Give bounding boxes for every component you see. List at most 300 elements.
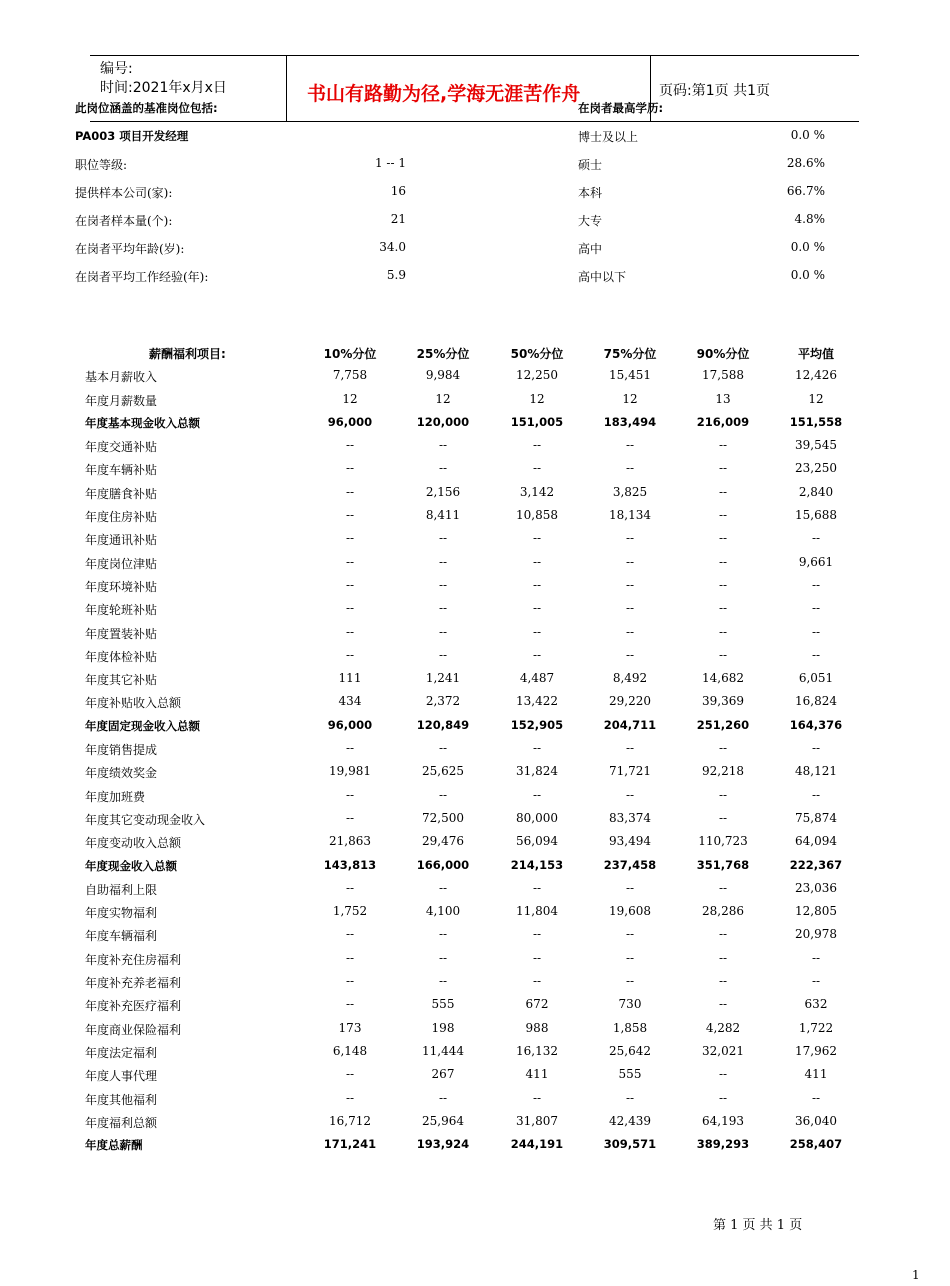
- row-value: 1,722: [798, 1020, 834, 1035]
- table-header-p25: 25%分位: [416, 347, 470, 361]
- table-row: [75, 457, 875, 480]
- row-label: 年度法定福利: [85, 1045, 158, 1060]
- row-value: --: [532, 438, 542, 453]
- education-label: 高中: [578, 242, 603, 256]
- row-value: --: [438, 461, 448, 476]
- table-row: [75, 1063, 875, 1086]
- info-row-3: [75, 212, 835, 226]
- row-value: --: [625, 741, 635, 756]
- row-value: 164,376: [789, 717, 843, 732]
- row-value: --: [438, 531, 448, 546]
- row-value: 237,458: [603, 857, 657, 872]
- row-value: --: [345, 484, 355, 499]
- education-label: 大专: [578, 214, 603, 228]
- row-value: 20,978: [795, 927, 837, 942]
- row-value: 72,500: [422, 810, 464, 825]
- row-value: --: [811, 647, 821, 662]
- row-value: --: [811, 601, 821, 616]
- field-value: 16: [390, 184, 406, 198]
- page-number-label: 页码:第1页 共1页: [659, 83, 770, 99]
- row-value: 83,374: [609, 810, 651, 825]
- info-row-5: [75, 268, 835, 282]
- row-value: --: [345, 880, 355, 895]
- table-row: [75, 714, 875, 737]
- row-value: 632: [804, 997, 828, 1012]
- row-value: 18,134: [609, 508, 651, 523]
- row-value: --: [811, 950, 821, 965]
- table-row: [75, 690, 875, 713]
- row-value: 4,100: [425, 904, 461, 919]
- education-label: 博士及以上: [578, 130, 639, 144]
- table-row: [75, 854, 875, 877]
- row-value: 204,711: [603, 717, 657, 732]
- row-label: 年度固定现金收入总额: [85, 718, 200, 733]
- row-value: --: [438, 624, 448, 639]
- row-value: --: [718, 787, 728, 802]
- row-value: 2,372: [425, 694, 461, 709]
- table-row: [75, 1110, 875, 1133]
- row-value: 1,752: [332, 904, 368, 919]
- row-value: 16,824: [795, 694, 837, 709]
- row-value: --: [718, 624, 728, 639]
- row-value: 258,407: [789, 1137, 843, 1152]
- row-value: --: [532, 787, 542, 802]
- row-value: --: [811, 974, 821, 989]
- row-value: --: [438, 554, 448, 569]
- row-label: 年度变动收入总额: [85, 836, 182, 851]
- row-value: --: [345, 508, 355, 523]
- row-value: --: [625, 554, 635, 569]
- row-value: 96,000: [327, 717, 373, 732]
- row-value: 21,863: [329, 834, 371, 849]
- table-row: [75, 877, 875, 900]
- row-value: --: [625, 461, 635, 476]
- row-value: --: [625, 577, 635, 592]
- row-value: --: [718, 554, 728, 569]
- row-value: 434: [338, 694, 362, 709]
- row-value: 25,625: [422, 764, 464, 779]
- table-row: [75, 504, 875, 527]
- compensation-table: [75, 341, 875, 1156]
- row-label: 年度补充医疗福利: [85, 999, 182, 1014]
- row-label: 年度绩效奖金: [85, 766, 158, 781]
- row-value: --: [718, 531, 728, 546]
- row-value: --: [718, 880, 728, 895]
- row-label: 基本月薪收入: [85, 370, 158, 385]
- row-label: 年度置装补贴: [85, 626, 158, 641]
- row-value: 8,492: [612, 671, 648, 686]
- education-value: 66.7%: [786, 184, 825, 198]
- row-value: --: [625, 787, 635, 802]
- row-value: 64,193: [702, 1113, 744, 1128]
- row-value: 12: [529, 391, 545, 406]
- table-header-mean: 平均值: [797, 347, 834, 361]
- row-value: --: [532, 880, 542, 895]
- row-value: 12: [342, 391, 358, 406]
- row-value: --: [438, 950, 448, 965]
- row-value: --: [718, 741, 728, 756]
- table-row: [75, 434, 875, 457]
- table-row: [75, 574, 875, 597]
- row-value: 111: [338, 671, 362, 686]
- row-value: --: [532, 741, 542, 756]
- table-row: [75, 784, 875, 807]
- row-value: 39,545: [795, 438, 837, 453]
- row-value: 23,250: [795, 461, 837, 476]
- row-value: 11,804: [516, 904, 558, 919]
- row-value: --: [345, 531, 355, 546]
- row-value: 12: [622, 391, 638, 406]
- row-label: 年度基本现金收入总额: [85, 415, 200, 430]
- row-value: --: [438, 880, 448, 895]
- row-value: 80,000: [516, 810, 558, 825]
- row-value: --: [718, 461, 728, 476]
- table-header-p50: 50%分位: [510, 347, 564, 361]
- row-value: 389,293: [696, 1137, 750, 1152]
- row-value: 222,367: [789, 857, 843, 872]
- row-value: 198: [431, 1020, 455, 1035]
- doc-time-label: 时间:2021年x月x日: [100, 80, 227, 96]
- row-value: 2,156: [425, 484, 461, 499]
- row-value: --: [438, 647, 448, 662]
- table-row: [75, 760, 875, 783]
- row-label: 年度补充住房福利: [85, 952, 182, 967]
- row-value: --: [625, 624, 635, 639]
- row-value: 1,858: [612, 1020, 648, 1035]
- row-value: --: [438, 927, 448, 942]
- row-value: 173: [338, 1020, 362, 1035]
- row-value: 120,000: [416, 414, 470, 429]
- info-row-1: [75, 156, 835, 170]
- row-value: 12: [435, 391, 451, 406]
- row-value: 193,924: [416, 1137, 470, 1152]
- row-label: 年度加班费: [85, 789, 146, 804]
- education-label: 硕士: [578, 158, 603, 172]
- row-label: 年度总薪酬: [85, 1138, 143, 1153]
- row-value: --: [811, 741, 821, 756]
- row-label: 年度其他福利: [85, 1092, 158, 1107]
- row-value: 29,220: [609, 694, 651, 709]
- row-label: 年度商业保险福利: [85, 1022, 182, 1037]
- header-divider-left: [286, 55, 287, 121]
- row-label: 年度住房补贴: [85, 510, 158, 525]
- row-value: 555: [618, 1067, 642, 1082]
- table-row: [75, 900, 875, 923]
- row-label: 年度实物福利: [85, 906, 158, 921]
- row-value: 16,132: [516, 1043, 558, 1058]
- table-row: [75, 923, 875, 946]
- row-label: 年度岗位津贴: [85, 556, 158, 571]
- row-value: --: [718, 577, 728, 592]
- education-value: 0.0 %: [790, 240, 825, 254]
- row-value: 309,571: [603, 1137, 657, 1152]
- row-value: 13,422: [516, 694, 558, 709]
- info-row-education-0: [75, 128, 835, 142]
- row-value: --: [811, 1090, 821, 1105]
- row-value: 120,849: [416, 717, 470, 732]
- education-label: 高中以下: [578, 270, 627, 284]
- row-label: 年度通讯补贴: [85, 533, 158, 548]
- row-value: 214,153: [510, 857, 564, 872]
- row-label: 年度其它变动现金收入: [85, 812, 206, 827]
- table-row: [75, 1040, 875, 1063]
- row-value: 730: [618, 997, 642, 1012]
- row-label: 年度销售提成: [85, 743, 158, 758]
- row-value: --: [532, 647, 542, 662]
- row-value: --: [811, 577, 821, 592]
- field-label: 提供样本公司(家):: [75, 186, 173, 200]
- row-value: --: [718, 950, 728, 965]
- row-value: --: [718, 927, 728, 942]
- row-value: --: [811, 624, 821, 639]
- row-value: --: [718, 484, 728, 499]
- row-value: --: [345, 438, 355, 453]
- field-value: 1 -- 1: [374, 156, 406, 170]
- row-value: 31,824: [516, 764, 558, 779]
- row-value: --: [345, 997, 355, 1012]
- position-code-title: PA003 项目开发经理: [75, 129, 189, 143]
- row-value: --: [438, 741, 448, 756]
- row-label: 年度环境补贴: [85, 579, 158, 594]
- header-top-rule: [90, 55, 859, 56]
- row-value: --: [718, 974, 728, 989]
- field-label: 在岗者样本量(个):: [75, 214, 173, 228]
- row-value: --: [345, 1090, 355, 1105]
- doc-code-label: 编号:: [100, 61, 133, 77]
- table-row: [75, 527, 875, 550]
- row-value: 71,721: [609, 764, 651, 779]
- row-value: 411: [525, 1067, 549, 1082]
- row-value: 9,984: [425, 368, 461, 383]
- row-value: 17,588: [702, 368, 744, 383]
- row-value: --: [718, 997, 728, 1012]
- row-value: --: [625, 880, 635, 895]
- row-value: --: [345, 787, 355, 802]
- row-value: --: [438, 577, 448, 592]
- table-row: [75, 411, 875, 434]
- education-label: 本科: [578, 186, 603, 200]
- row-value: 12,426: [795, 368, 837, 383]
- row-value: 216,009: [696, 414, 750, 429]
- table-row: [75, 993, 875, 1016]
- row-value: 16,712: [329, 1113, 371, 1128]
- row-value: --: [718, 810, 728, 825]
- education-value: 4.8%: [794, 212, 825, 226]
- table-row: [75, 970, 875, 993]
- row-value: 31,807: [516, 1113, 558, 1128]
- table-row: [75, 1017, 875, 1040]
- row-value: --: [625, 531, 635, 546]
- row-value: --: [532, 624, 542, 639]
- header-bottom-rule: [90, 121, 859, 122]
- row-value: 244,191: [510, 1137, 564, 1152]
- row-label: 年度其它补贴: [85, 673, 158, 688]
- field-value: 21: [390, 212, 406, 226]
- row-value: 25,964: [422, 1113, 464, 1128]
- row-value: 23,036: [795, 880, 837, 895]
- table-row: [75, 388, 875, 411]
- row-value: --: [532, 554, 542, 569]
- row-value: 48,121: [795, 764, 837, 779]
- row-value: --: [345, 974, 355, 989]
- info-row-4: [75, 240, 835, 254]
- footer-page-text: 第 1 页 共 1 页: [713, 1218, 803, 1233]
- table-row: [75, 364, 875, 387]
- education-value: 0.0 %: [790, 128, 825, 142]
- row-value: 143,813: [323, 857, 377, 872]
- row-value: 672: [525, 997, 549, 1012]
- row-value: 36,040: [795, 1113, 837, 1128]
- row-value: --: [718, 508, 728, 523]
- row-value: 32,021: [702, 1043, 744, 1058]
- row-value: --: [718, 1067, 728, 1082]
- row-value: 19,981: [329, 764, 371, 779]
- row-value: --: [345, 950, 355, 965]
- field-value: 5.9: [386, 268, 406, 282]
- row-value: 267: [431, 1067, 455, 1082]
- row-value: 11,444: [422, 1043, 464, 1058]
- row-value: 151,005: [510, 414, 564, 429]
- row-value: 988: [525, 1020, 549, 1035]
- table-row: [75, 947, 875, 970]
- row-value: --: [625, 927, 635, 942]
- row-value: --: [625, 1090, 635, 1105]
- row-label: 年度补贴收入总额: [85, 696, 182, 711]
- row-value: 96,000: [327, 414, 373, 429]
- row-value: 64,094: [795, 834, 837, 849]
- row-value: --: [345, 927, 355, 942]
- row-value: --: [345, 741, 355, 756]
- row-value: 152,905: [510, 717, 564, 732]
- table-row: [75, 667, 875, 690]
- row-value: 14,682: [702, 671, 744, 686]
- row-label: 年度现金收入总额: [85, 858, 177, 873]
- row-value: --: [438, 438, 448, 453]
- row-label: 年度膳食补贴: [85, 486, 158, 501]
- row-value: --: [718, 647, 728, 662]
- row-label: 年度车辆福利: [85, 929, 158, 944]
- row-value: 171,241: [323, 1137, 377, 1152]
- row-value: --: [345, 647, 355, 662]
- table-row: [75, 737, 875, 760]
- row-value: 2,840: [798, 484, 834, 499]
- row-value: 9,661: [798, 554, 834, 569]
- corner-page-number: 1: [912, 1268, 920, 1282]
- row-value: 42,439: [609, 1113, 651, 1128]
- row-value: 13: [715, 391, 731, 406]
- table-row: [75, 551, 875, 574]
- row-value: 56,094: [516, 834, 558, 849]
- row-value: --: [345, 624, 355, 639]
- row-value: 3,825: [612, 484, 648, 499]
- header-motto: 书山有路勤为径,学海无涯苦作舟: [307, 83, 581, 105]
- table-row: [75, 807, 875, 830]
- table-header-p75: 75%分位: [603, 347, 657, 361]
- row-value: --: [625, 647, 635, 662]
- row-value: 351,768: [696, 857, 750, 872]
- row-label: 年度交通补贴: [85, 440, 158, 455]
- table-header-item: 薪酬福利项目:: [149, 347, 226, 361]
- education-title: 在岗者最高学历:: [578, 101, 664, 115]
- row-value: 151,558: [789, 414, 843, 429]
- row-value: 3,142: [519, 484, 555, 499]
- table-row: [75, 597, 875, 620]
- row-value: --: [532, 601, 542, 616]
- covered-positions-label: 此岗位涵盖的基准岗位包括:: [75, 101, 218, 115]
- row-value: 19,608: [609, 904, 651, 919]
- row-value: --: [532, 577, 542, 592]
- row-value: 12,250: [516, 368, 558, 383]
- row-label: 年度补充养老福利: [85, 976, 182, 991]
- row-value: --: [532, 927, 542, 942]
- row-value: 28,286: [702, 904, 744, 919]
- row-value: --: [625, 601, 635, 616]
- row-label: 年度月薪数量: [85, 393, 158, 408]
- row-value: --: [345, 554, 355, 569]
- row-value: 251,260: [696, 717, 750, 732]
- row-value: --: [438, 974, 448, 989]
- row-value: --: [532, 974, 542, 989]
- row-value: 17,962: [795, 1043, 837, 1058]
- row-value: 183,494: [603, 414, 657, 429]
- field-label: 在岗者平均工作经验(年):: [75, 270, 209, 284]
- field-value: 34.0: [379, 240, 406, 254]
- row-value: --: [625, 438, 635, 453]
- row-value: 15,451: [609, 368, 651, 383]
- row-value: --: [345, 601, 355, 616]
- row-value: --: [625, 974, 635, 989]
- row-value: 4,487: [519, 671, 555, 686]
- row-value: --: [625, 950, 635, 965]
- row-value: 110,723: [698, 834, 748, 849]
- row-value: --: [811, 531, 821, 546]
- row-value: 29,476: [422, 834, 464, 849]
- row-value: 4,282: [705, 1020, 741, 1035]
- row-value: --: [345, 577, 355, 592]
- row-value: --: [532, 461, 542, 476]
- row-value: --: [438, 1090, 448, 1105]
- row-label: 自助福利上限: [85, 882, 158, 897]
- row-value: --: [718, 601, 728, 616]
- row-label: 年度车辆补贴: [85, 463, 158, 478]
- row-value: --: [532, 1090, 542, 1105]
- education-value: 28.6%: [786, 156, 825, 170]
- table-body: [75, 364, 875, 1156]
- row-value: 411: [804, 1067, 828, 1082]
- row-label: 年度人事代理: [85, 1069, 158, 1084]
- row-label: 年度体检补贴: [85, 649, 158, 664]
- row-value: 7,758: [332, 368, 368, 383]
- table-row: [75, 621, 875, 644]
- row-value: --: [811, 787, 821, 802]
- field-label: 职位等级:: [75, 158, 128, 172]
- row-label: 年度轮班补贴: [85, 603, 158, 618]
- field-label: 在岗者平均年龄(岁):: [75, 242, 185, 256]
- row-value: --: [438, 787, 448, 802]
- table-row: [75, 1133, 875, 1156]
- row-value: 12,805: [795, 904, 837, 919]
- table-row: [75, 1087, 875, 1110]
- table-header-row: [75, 341, 875, 364]
- row-value: 10,858: [516, 508, 558, 523]
- row-value: --: [345, 1067, 355, 1082]
- row-value: --: [532, 950, 542, 965]
- row-value: --: [438, 601, 448, 616]
- row-value: 75,874: [795, 810, 837, 825]
- row-value: 6,051: [798, 671, 834, 686]
- table-header-p10: 10%分位: [323, 347, 377, 361]
- row-value: --: [345, 810, 355, 825]
